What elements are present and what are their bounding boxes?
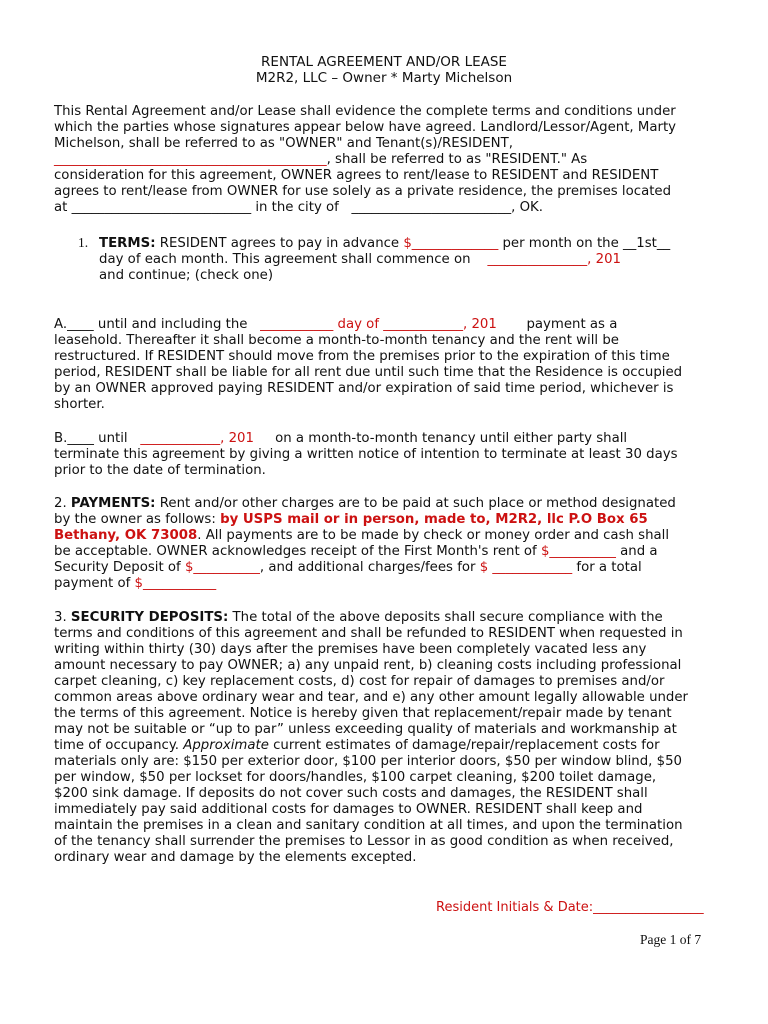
terms-line: [99, 236, 670, 252]
security-line: may not be suitable or “up to par” unless exceeding quality of materials and workmanship at: [54, 722, 677, 737]
payments-text: . All payments are to be made by check or money order and cash shall: [197, 528, 670, 543]
security-line: immediately pay said additional costs for damages to OWNER. RESIDENT shall keep and: [54, 802, 643, 817]
payments-line: [54, 512, 648, 528]
payment-city: Bethany, OK 73008: [54, 528, 198, 543]
option-a-line: [54, 317, 617, 333]
terms-line: [99, 252, 621, 268]
terms-heading: TERMS:: [99, 236, 156, 251]
payments-line: [54, 528, 669, 544]
title-line-1: RENTAL AGREEMENT AND/OR LEASE: [261, 54, 507, 70]
payments-line: [54, 544, 658, 560]
security-line: maintain the premises in a clean and sanitary condition at all times, and upon the termination: [54, 818, 683, 833]
security-line: terms and conditions of this agreement and shall be refunded to RESIDENT when requested in: [54, 626, 683, 641]
commence-date-blank: _______________, 201: [487, 252, 621, 267]
option-a-line: shorter.: [54, 397, 105, 412]
address-blank: at ___________________________ in the city of: [54, 200, 339, 215]
option-a-line: period, RESIDENT shall be liable for all rent due until such time that the Residence is occupied: [54, 365, 683, 380]
resident-name-blank: _________________________________________: [54, 152, 327, 167]
city-blank: ________________________: [351, 200, 512, 215]
intro-line: which the parties whose signatures appear below have agreed. Landlord/Lessor/Agent, Marty: [54, 120, 677, 135]
payments-line: [54, 560, 642, 576]
first-month-rent-blank: $__________: [540, 544, 616, 559]
security-line: $200 sink damage. If deposits do not cover such costs and damages, the RESIDENT shall: [54, 786, 648, 801]
option-b-text: B.____ until: [54, 431, 132, 446]
payments-number: 2.: [54, 496, 71, 511]
intro-line: agrees to rent/lease from OWNER for use solely as a private residence, the premises located: [54, 184, 672, 199]
option-b-line: terminate this agreement by giving a written notice of intention to terminate at least 30 days: [54, 447, 678, 462]
terms-text: RESIDENT agrees to pay in advance: [155, 236, 404, 251]
security-line: carpet cleaning, c) key replacement costs, d) cost for repair of damages to premises and/or: [54, 674, 665, 689]
payments-text: Security Deposit of: [54, 560, 185, 575]
intro-line: Michelson, shall be referred to as "OWNER" and Tenant(s)/RESIDENT,: [54, 136, 513, 151]
security-line: ordinary wear and damage by the elements excepted.: [54, 850, 417, 865]
security-italic-text: Approximate: [183, 738, 269, 753]
option-a-text: payment as a: [526, 317, 618, 332]
option-b-line: prior to the date of termination.: [54, 463, 266, 478]
intro-text: , OK.: [511, 200, 543, 215]
intro-line: consideration for this agreement, OWNER agrees to rent/lease to RESIDENT and RESIDENT: [54, 168, 659, 183]
intro-text: , shall be referred to as "RESIDENT." As: [326, 152, 588, 167]
payments-text: payment of: [54, 576, 135, 591]
payments-heading: PAYMENTS:: [70, 496, 156, 511]
terms-number: 1.: [78, 235, 89, 250]
option-b-line: [54, 431, 627, 447]
total-payment-blank: $___________: [134, 576, 217, 591]
option-a-date-blank: ___________ day of ____________, 201: [260, 317, 497, 332]
security-deposit-blank: $__________: [184, 560, 260, 575]
terms-line: and continue; (check one): [99, 268, 274, 283]
security-line: [54, 738, 660, 754]
title-line-2: M2R2, LLC – Owner * Marty Michelson: [255, 70, 513, 86]
security-line: amount necessary to pay OWNER; a) any unpaid rent, b) cleaning costs including professional: [54, 658, 682, 673]
option-a-line: by an OWNER approved paying RESIDENT and/or expiration of said time period, whichever is: [54, 381, 674, 396]
security-heading: SECURITY DEPOSITS:: [70, 610, 229, 625]
payments-text: for a total: [572, 560, 642, 575]
security-line: writing within thirty (30) days after the premises have been completely vacated less any: [54, 642, 647, 657]
terms-text: day of each month. This agreement shall commence on: [99, 252, 475, 267]
payments-text: by the owner as follows:: [54, 512, 221, 527]
security-number: 3.: [54, 610, 71, 625]
page-number: Page 1 of 7: [640, 932, 702, 947]
security-line: per window, $50 per lockset for doors/handles, $100 carpet cleaning, $200 toilet damage,: [54, 770, 657, 785]
security-line: [54, 610, 663, 626]
additional-fees-blank: $ ____________: [479, 560, 573, 575]
security-line: the terms of this agreement. Notice is hereby given that replacement/repair made by tenant: [54, 706, 672, 721]
payments-text: be acceptable. OWNER acknowledges receipt of the First Month's rent of: [54, 544, 541, 559]
intro-line: [54, 152, 587, 168]
resident-initials-date: Resident Initials & Date:_________________: [436, 900, 704, 915]
payments-line: [54, 496, 676, 512]
payments-text: , and additional charges/fees for: [259, 560, 480, 575]
option-a-text: A.____ until and including the: [54, 317, 252, 332]
security-text: The total of the above deposits shall secure compliance with the: [228, 610, 663, 625]
payments-text: Rent and/or other charges are to be paid at such place or method designated: [155, 496, 676, 511]
option-b-date-blank: ____________, 201: [140, 431, 254, 446]
option-a-line: leasehold. Thereafter it shall become a month-to-month tenancy and the rent will be: [54, 333, 619, 348]
intro-line: [54, 200, 543, 216]
security-line: of the tenancy shall surrender the premises to Lessor in as good condition as when received,: [54, 834, 674, 849]
security-text: time of occupancy.: [54, 738, 184, 753]
payment-address: by USPS mail or in person, made to, M2R2, llc P.O Box 65: [220, 512, 648, 527]
rent-amount-blank: $_____________: [403, 236, 499, 251]
security-text: current estimates of damage/repair/replacement costs for: [268, 738, 660, 753]
security-line: common areas above ordinary wear and tear, and e) any other amount legally allowable under: [54, 690, 689, 705]
security-line: materials only are: $150 per exterior door, $100 per interior doors, $50 per window blind, $50: [54, 754, 682, 769]
payments-line: [54, 576, 216, 592]
terms-text: per month on the __1st__: [498, 236, 671, 251]
payments-text: and a: [615, 544, 658, 559]
intro-line: This Rental Agreement and/or Lease shall evidence the complete terms and conditions under: [54, 104, 676, 119]
option-a-line: restructured. If RESIDENT should move from the premises prior to the expiration of this time: [54, 349, 670, 364]
option-b-text: on a month-to-month tenancy until either party shall: [275, 431, 628, 446]
